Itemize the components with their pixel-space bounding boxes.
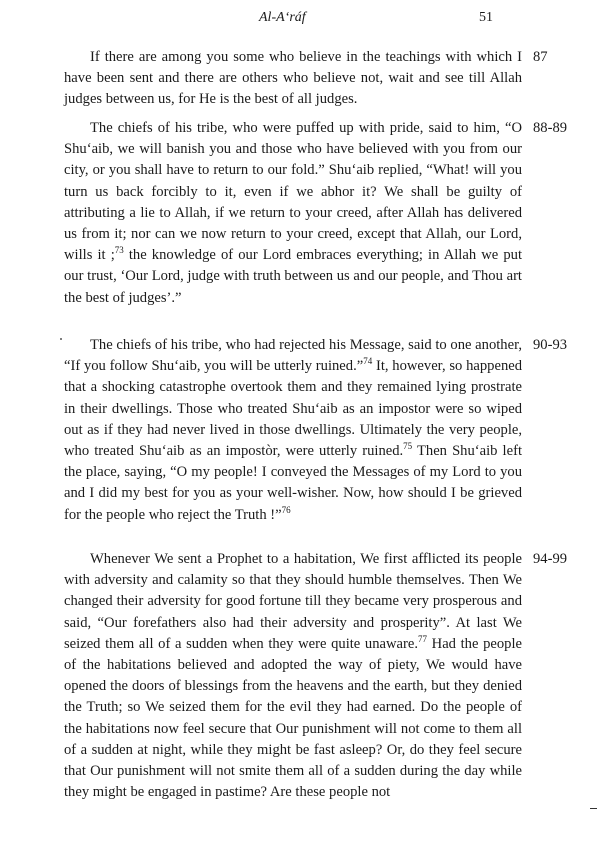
paragraph-text: If there are among you some who believe in the teachings with which I have been sent and there are others who believe not, wait and see till Allah judges between us, for He is the best of all judges. [64,49,522,108]
paragraph-text: The chiefs of his tribe, who had rejected his Message, said to one another, “If you follow Shu‘aib, you will be utterly ruined.” [64,337,522,375]
paragraph-text: It, however, so happened that a shocking catastrophe overtook them and they remained lying prostrate in their dwellings. Those who treated Shu‘aib as an impostor were so wiped out as if they had never lived in those dwellings. Ultimately the very people, who treated Shu‘aib as an impostòr, were utterly ruined. [64,358,523,460]
paragraph-text: the knowledge of our Lord embraces everything; in Allah we put our trust, ‘Our Lord, judge with truth between us and our people, and Thou art the best of judges’.” [64,247,522,306]
paragraph-verse-88-89 [64,118,522,309]
verse-number: 90-93 [533,337,568,353]
footnote-ref: 75 [403,441,413,452]
footnote-ref: 73 [114,245,124,256]
paragraph-text: The chiefs of his tribe, who were puffed up with pride, said to him, “O Shu‘aib, we will banish you and those who have believed with you from our city, or you shall have to return to our fold.” Shu‘aib replied, “What! will you turn us back forcibly to it, even if we abhor it? We shall be guilty of attributing a lie to Allah, if we return to your creed, after Allah has delivered us from it; nor can we now return to your creed, except that Allah, our Lord, wills it ; [64,120,522,264]
paragraph-verse-94-99 [64,549,522,803]
paragraph-text: Then Shu‘aib left the place, saying, “O my people! I conveyed the Messages of my Lord to you and I did my best for you as your well-wisher. Now, how should I be grieved for the people who reject the Truth !” [64,443,522,523]
verse-number: 88-89 [533,120,568,136]
footnote-ref: 76 [281,504,291,515]
paragraph-verse-90-93 [64,335,522,526]
page-number: 51 [479,10,493,25]
speck-mark [60,338,62,340]
footnote-ref: 74 [363,356,373,367]
footnote-ref: 77 [418,633,428,644]
paragraph-text: Had the people of the habitations believed and adopted the way of piety, We would have opened the doors of blessings from the heavens and the earth, but they denied the Truth; so We seized them for the evil they had earned. Do the people of the habitations now feel secure that Our punishment will not come to them all of a sudden at night, while they might be fast asleep? Or, do they feel secure that Our punishment will not smite them all of a sudden during the day while they might be engaged in pastime? Are these people not [64,635,522,801]
verse-number: 87 [533,49,548,65]
verse-number: 94-99 [533,551,568,567]
running-header-title: Al-A‘ráf [259,10,306,25]
margin-dash-mark [590,808,597,809]
paragraph-verse-87 [64,47,522,111]
paragraph-text: Whenever We sent a Prophet to a habitation, We first afflicted its people with adversity and calamity so that they should humble themselves. Then We changed their adversity for good fortune till they became very prosperous and said, “Our forefathers also had their adversity and prosperity”. At last We seized them all of a sudden when they were quite unaware. [64,551,522,652]
